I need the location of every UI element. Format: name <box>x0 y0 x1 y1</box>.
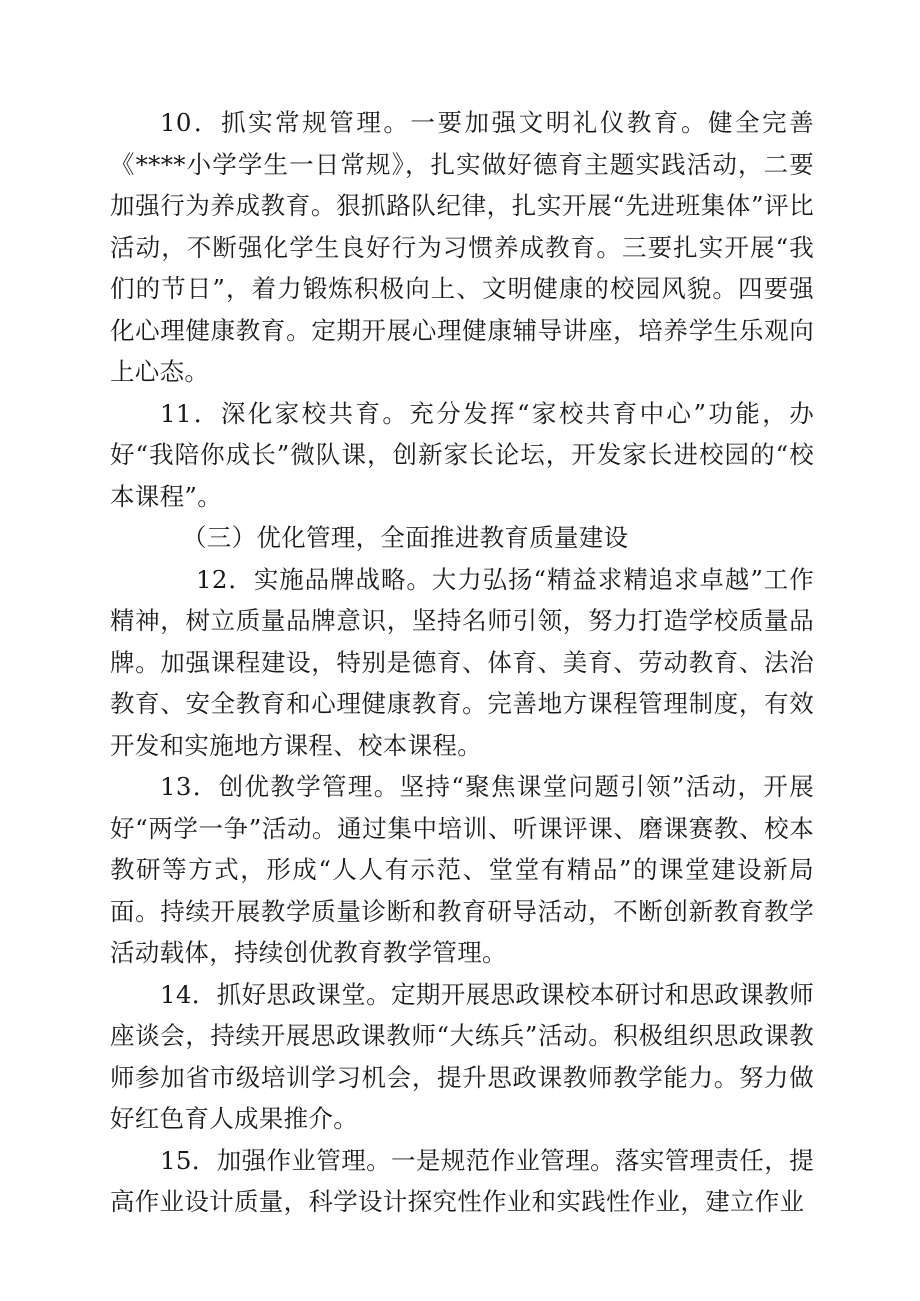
paragraph-13: 13．创优教学管理。坚持“聚焦课堂问题引领”活动，开展好“两学一争”活动。通过集中培训、听课评课、磨课赛教、校本教研等方式，形成“人人有示范、堂堂有精品”的课堂建设新局面。持续开展教学质量诊断和教育研导活动，不断创新教育教学活动载体，持续创优教育教学管理。 <box>110 772 814 967</box>
paragraph-10: 10．抓实常规管理。一要加强文明礼仪教育。健全完善《****小学学生一日常规》，扎实做好德育主题实践活动，二要加强行为养成教育。狠抓路队纪律，扎实开展“先进班集体”评比活动，不断强化学生良好行为习惯养成教育。三要扎实开展“我们的节日”，着力锻炼积极向上、文明健康的校园风貌。四要强化心理健康教育。定期开展心理健康辅导讲座，培养学生乐观向上心态。 <box>110 108 815 386</box>
paragraph-12: 12．实施品牌战略。大力弘扬“精益求精追求卓越”工作精神，树立质量品牌意识，坚持名师引领，努力打造学校质量品牌。加强课程建设，特别是德育、体育、美育、劳动教育、法治教育、安全教育和心理健康教育。完善地方课程管理制度，有效开发和实施地方课程、校本课程。 <box>110 564 814 760</box>
document-page <box>110 102 814 1223</box>
section-heading-3: （三）优化管理，全面推进教育质量建设 <box>182 523 629 552</box>
paragraph-14: 14．抓好思政课堂。定期开展思政课校本研讨和思政课教师座谈会，持续开展思政课教师“大练兵”活动。积极组织思政课教师参加省市级培训学习机会，提升思政课教师教学能力。努力做好红色育人成果推介。 <box>110 979 814 1133</box>
paragraph-11: 11．深化家校共育。充分发挥“家校共育中心”功能，办好“我陪你成长”微队课，创新家长论坛，开发家长进校园的“校本课程”。 <box>110 398 814 511</box>
paragraph-15: 15．加强作业管理。一是规范作业管理。落实管理责任，提高作业设计质量，科学设计探究性作业和实践性作业，建立作业 <box>110 1145 814 1216</box>
